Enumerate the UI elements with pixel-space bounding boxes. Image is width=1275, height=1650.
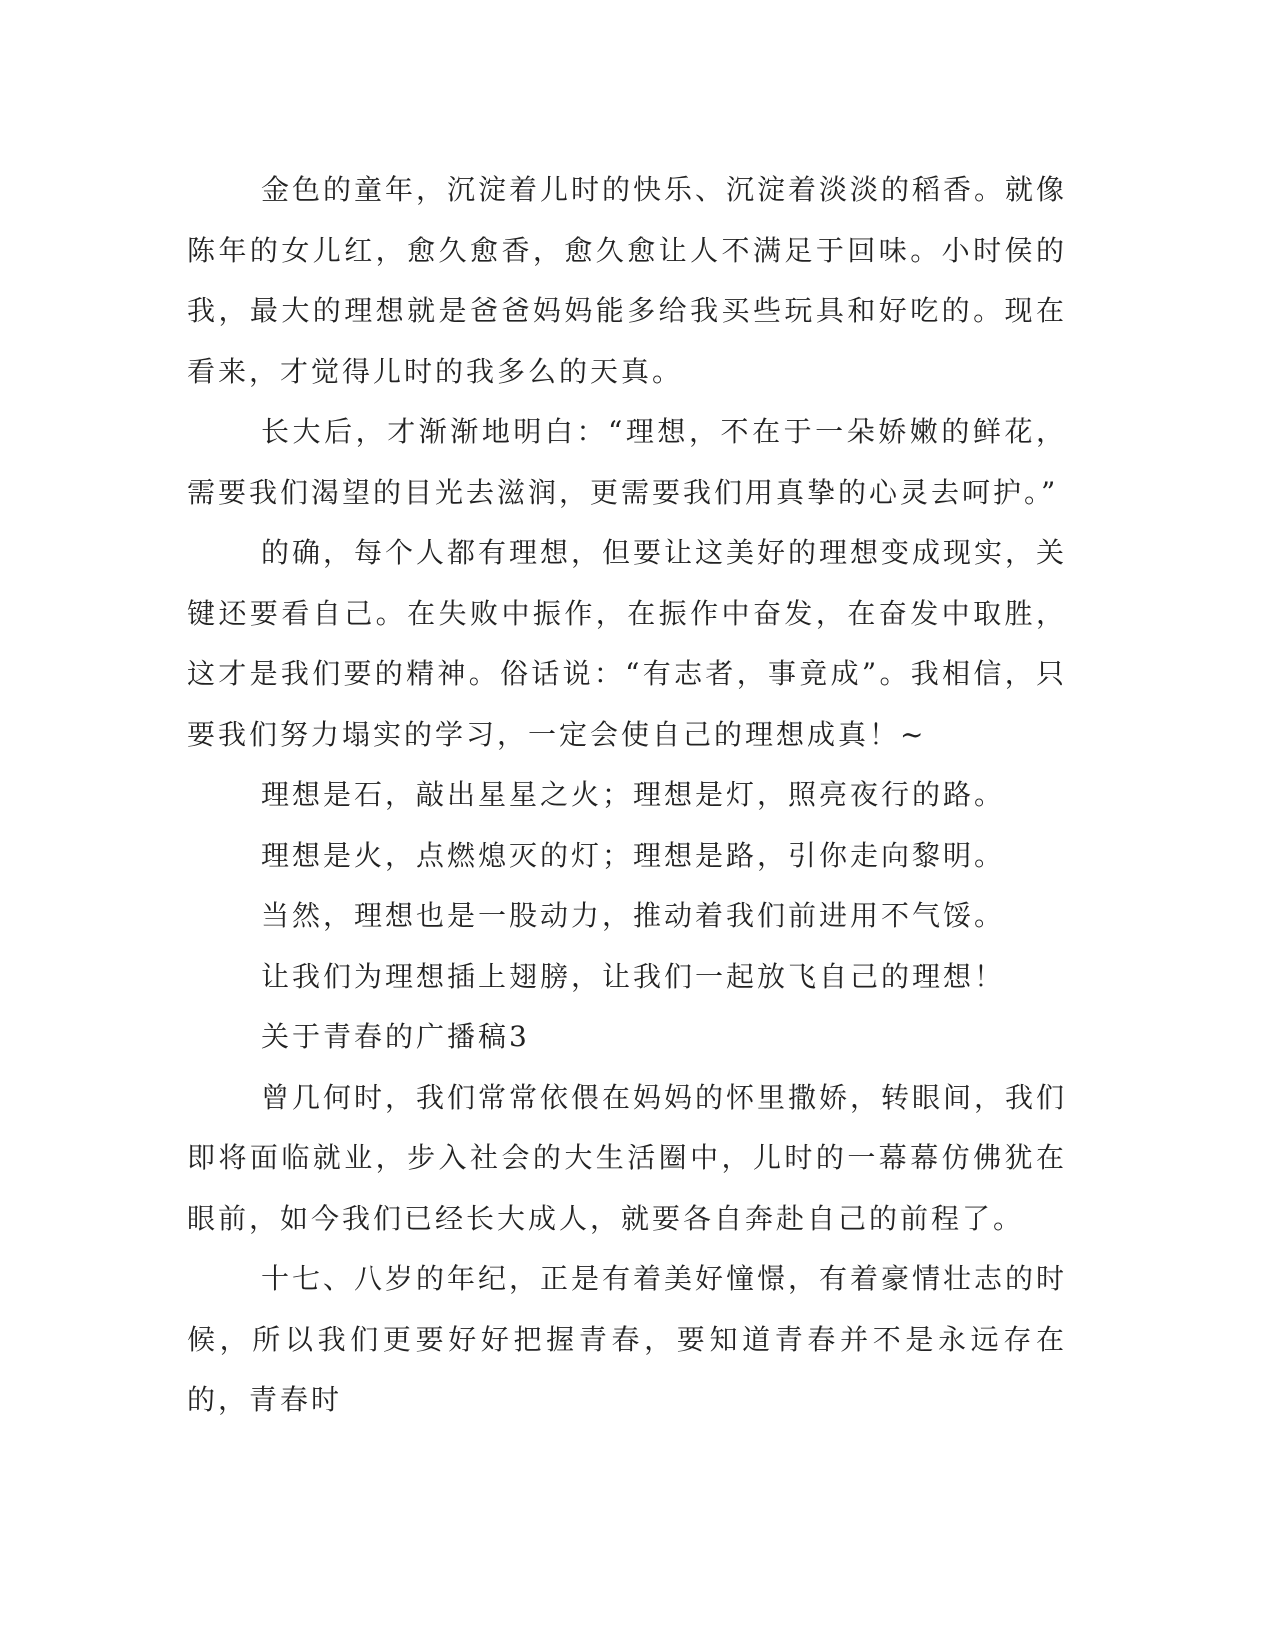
paragraph-ideal-power: 当然，理想也是一股动力，推动着我们前进用不气馁。 [261,899,1006,932]
paragraph-growing-up: 长大后，才渐渐地明白：“理想，不在于一朵娇嫩的鲜花，需要我们渴望的目光去滋润，更需要我们用真挚的心灵去呵护。” [187,415,1067,509]
section-heading: 关于青春的广播稿3 [261,1020,530,1053]
paragraph-seventeen: 十七、八岁的年纪，正是有着美好憧憬，有着豪情壮志的时候，所以我们更要好好把握青春，要知道青春并不是永远存在的，青春时 [187,1262,1068,1416]
paragraph-ideal-fire: 理想是火，点燃熄灭的灯；理想是路，引你走向黎明。 [261,838,1006,872]
document-body [187,160,1067,1431]
paragraph-once-upon: 曾几何时，我们常常依偎在妈妈的怀里撒娇，转眼间，我们即将面临就业，步入社会的大生活圈中，儿时的一幕幕仿佛犹在眼前，如今我们已经长大成人，就要各自奔赴自己的前程了。 [187,1080,1068,1235]
paragraph-ideal-wings: 让我们为理想插上翅膀，让我们一起放飞自己的理想！ [261,959,1006,993]
paragraph-indeed: 的确，每个人都有理想，但要让这美好的理想变成现实，关键还要看自己。在失败中振作，在振作中奋发，在奋发中取胜，这才是我们要的精神。俗话说：“有志者，事竟成”。我相信，只要我们努力塌实的学习，一定会使自己的理想成真！~ [187,536,1068,751]
paragraph-childhood: 金色的童年，沉淀着儿时的快乐、沉淀着淡淡的稻香。就像陈年的女儿红，愈久愈香，愈久愈让人不满足于回味。小时侯的我，最大的理想就是爸爸妈妈能多给我买些玩具和好吃的。现在看来，才觉得儿时的我多么的天真。 [187,173,1068,388]
paragraph-ideal-stone: 理想是石，敲出星星之火；理想是灯，照亮夜行的路。 [261,778,1006,811]
